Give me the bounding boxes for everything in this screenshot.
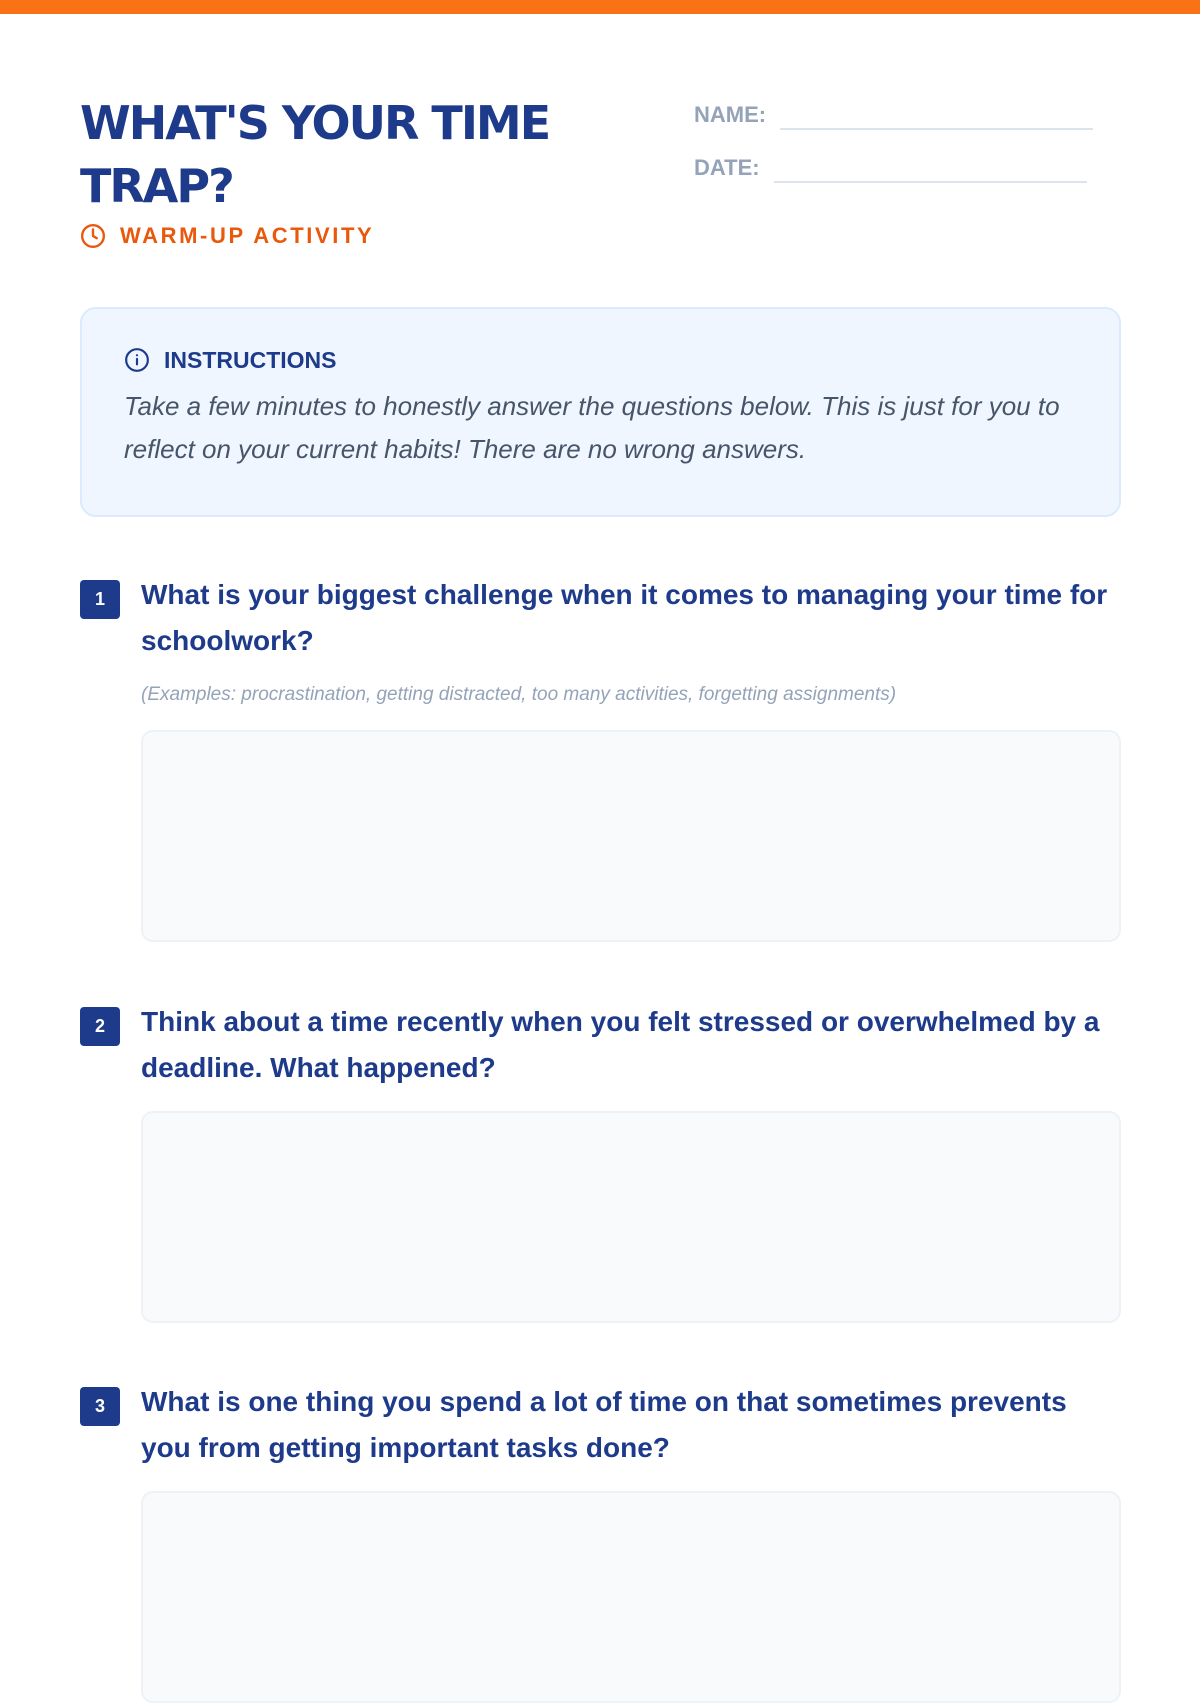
instructions-text: Take a few minutes to honestly answer the questions below. This is just for you to reflect on your current habits! There are no wrong answers. <box>124 391 1060 464</box>
info-icon <box>124 347 150 373</box>
question-hint: (Examples: procrastination, getting distracted, too many activities, forgetting assignments) <box>141 684 897 705</box>
instructions-title: INSTRUCTIONS <box>164 346 337 373</box>
instructions-header <box>124 345 1077 375</box>
date-label: DATE: <box>694 155 760 180</box>
page-title: WHAT'S YOUR TIME TRAP? <box>80 96 550 213</box>
subtitle-row <box>80 222 374 250</box>
date-line[interactable] <box>774 181 1087 183</box>
question-text: What is one thing you spend a lot of time on that sometimes prevents you from getting important tasks done? <box>141 1386 1067 1463</box>
name-line[interactable] <box>780 128 1093 130</box>
answer-box[interactable] <box>141 730 1121 942</box>
answer-box[interactable] <box>141 1111 1121 1323</box>
date-field[interactable] <box>694 155 1087 181</box>
instructions-box <box>80 307 1121 517</box>
question-number-badge: 3 <box>80 1387 120 1426</box>
clock-icon <box>80 223 106 249</box>
answer-box[interactable] <box>141 1491 1121 1703</box>
name-field[interactable] <box>694 102 1093 128</box>
name-label: NAME: <box>694 102 767 127</box>
question-text: Think about a time recently when you felt stressed or overwhelmed by a deadline. What happened? <box>141 1006 1100 1083</box>
question-text: What is your biggest challenge when it comes to managing your time for schoolwork? <box>141 579 1108 656</box>
question-number-badge: 2 <box>80 1007 120 1046</box>
activity-subtitle: WARM-UP ACTIVITY <box>120 223 375 248</box>
question-number-badge: 1 <box>80 580 120 619</box>
top-accent-bar <box>0 0 1200 14</box>
